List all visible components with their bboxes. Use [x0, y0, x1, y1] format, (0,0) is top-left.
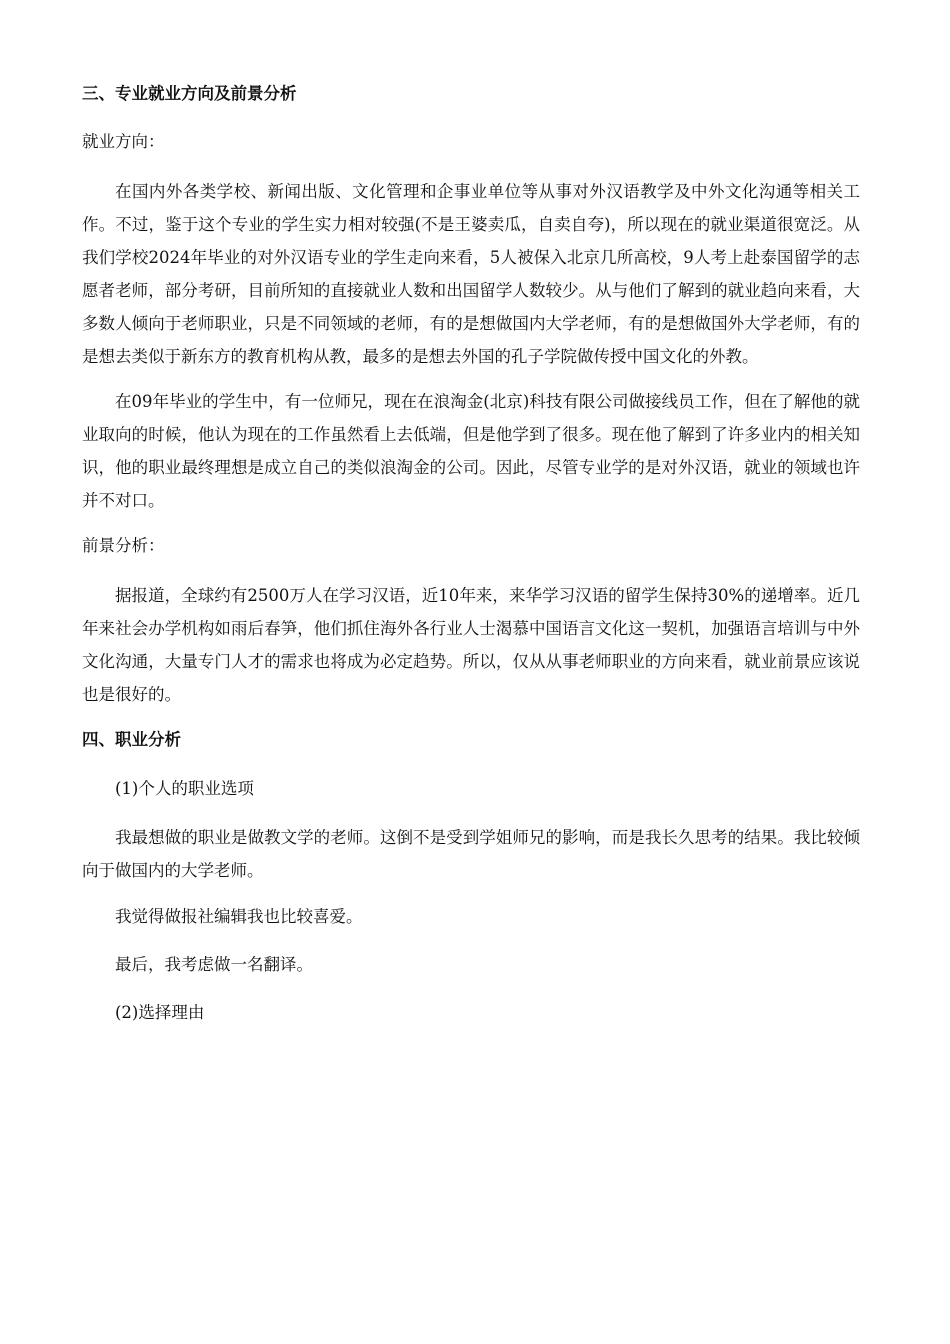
translator-option-line: 最后，我考虑做一名翻译。	[115, 955, 313, 974]
prospect-analysis-label: 前景分析：	[82, 536, 165, 555]
subsection-career-options: (1)个人的职业选项	[115, 779, 254, 798]
subsection-reasons: (2)选择理由	[115, 1003, 205, 1022]
editor-preference-line: 我觉得做报社编辑我也比较喜爱。	[115, 907, 363, 926]
employment-direction-paragraph-1: 在国内外各类学校、新闻出版、文化管理和企事业单位等从事对外汉语教学及中外文化沟通等相关工作。不过，鉴于这个专业的学生实力相对较强(不是王婆卖瓜，自卖自夸)，所以现在的就业渠道很宽泛。从我们学校2024年毕业的对外汉语专业的学生走向来看，5人被保入北京几所高校，9人考上赴泰国留学的志愿者老师，部分考研，目前所知的直接就业人数和出国留学人数较少。从与他们了解到的就业趋向来看，大多数人倾向于老师职业，只是不同领域的老师，有的是想做国内大学老师，有的是想做国外大学老师，有的是想去类似于新东方的教育机构从教，最多的是想去外国的孔子学院做传授中国文化的外教。	[82, 182, 860, 366]
document-page	[82, 79, 860, 1045]
section-3-heading: 三、专业就业方向及前景分析	[82, 84, 297, 103]
section-4-heading: 四、职业分析	[82, 730, 181, 749]
career-choice-paragraph: 我最想做的职业是做教文学的老师。这倒不是受到学姐师兄的影响，而是我长久思考的结果。我比较倾向于做国内的大学老师。	[82, 828, 860, 880]
employment-direction-paragraph-2: 在09年毕业的学生中，有一位师兄，现在在浪淘金(北京)科技有限公司做接线员工作，但在了解他的就业取向的时候，他认为现在的工作虽然看上去低端，但是他学到了很多。现在他了解到了许多业内的相关知识，他的职业最终理想是成立自己的类似浪淘金的公司。因此，尽管专业学的是对外汉语，就业的领域也许并不对口。	[82, 392, 860, 510]
prospect-analysis-paragraph: 据报道，全球约有2500万人在学习汉语，近10年来，来华学习汉语的留学生保持30%的递增率。近几年来社会办学机构如雨后春笋，他们抓住海外各行业人士渴慕中国语言文化这一契机，加强语言培训与中外文化沟通，大量专门人才的需求也将成为必定趋势。所以，仅从从事老师职业的方向来看，就业前景应该说也是很好的。	[82, 586, 860, 704]
employment-direction-label: 就业方向：	[82, 132, 165, 151]
